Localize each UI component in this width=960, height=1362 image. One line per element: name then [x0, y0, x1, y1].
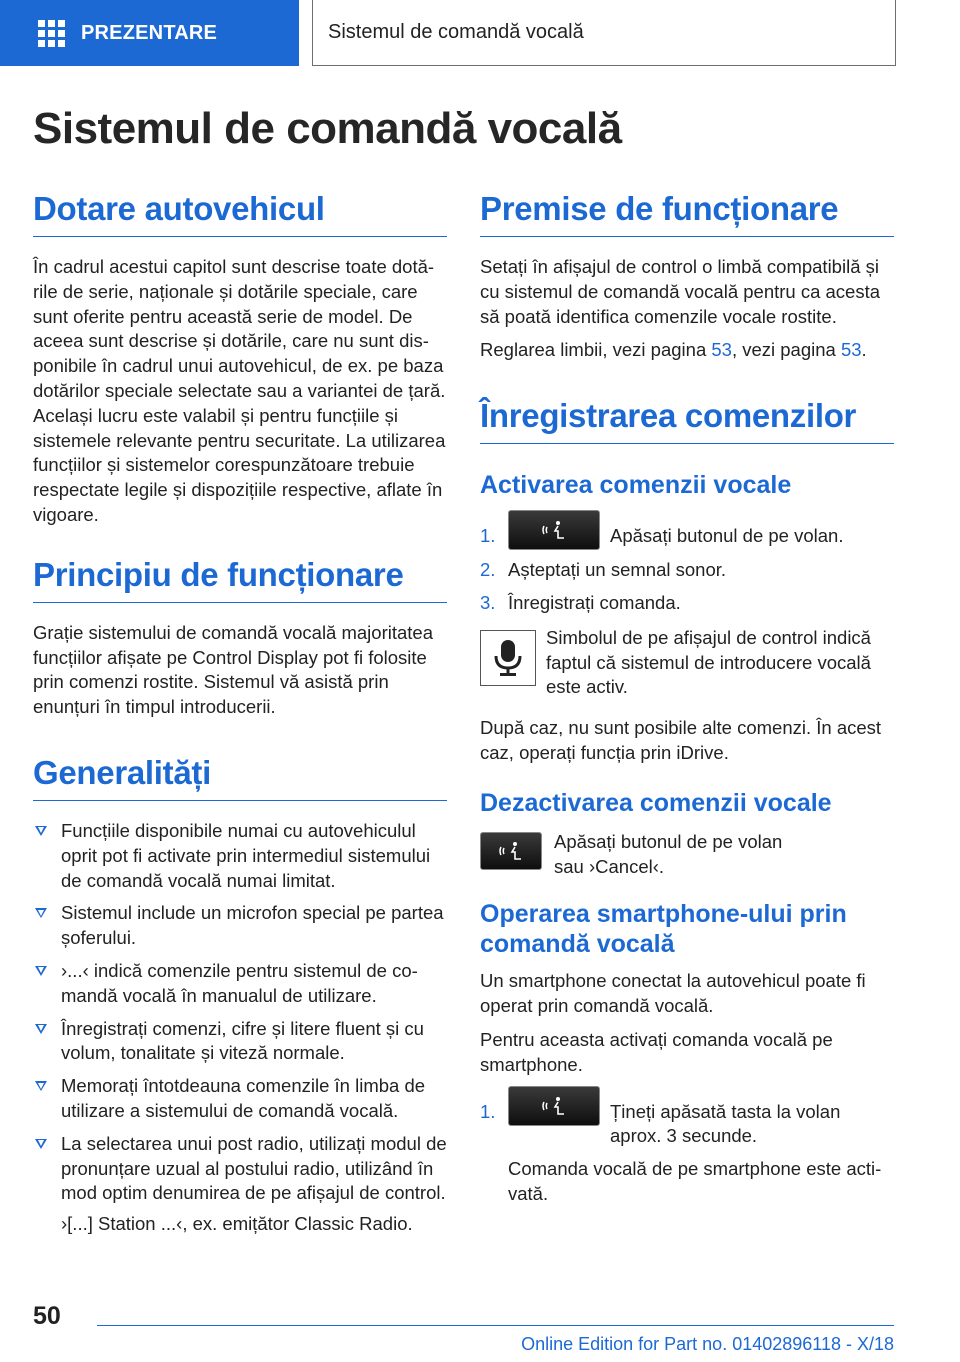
triangle-bullet-icon — [35, 826, 47, 836]
smartphone-steps — [480, 1100, 894, 1207]
list-item: Înregistrați comenzi, cifre și litere fluent și cu volum, tonalitate și viteză normale. — [33, 1017, 447, 1067]
heading-smartphone: Operarea smartphone-ului prin comandă vocală — [480, 900, 847, 959]
smartphone-text-1: Un smartphone conectat la autovehicul poate fi operat prin comandă vocală. — [480, 970, 866, 1017]
station-example: ›[...] Station ...‹, ex. emițător Classic Radio. — [61, 1213, 413, 1235]
smartphone-text-2: Pentru aceasta activați comanda vocală pe smartphone. — [480, 1028, 833, 1075]
step-item: 1. Apăsați butonul de pe volan. — [480, 524, 894, 550]
triangle-bullet-icon — [35, 966, 47, 976]
list-item: Funcțiile disponibile numai cu autovehiculul oprit pot fi activate prin intermediul sistemului de comandă vocală numai limitat. — [33, 819, 447, 893]
heading-dotare: Dotare autovehicul — [33, 190, 447, 237]
footer-divider — [97, 1325, 894, 1326]
heading-dezactivare: Dezactivarea comenzii vocale — [480, 788, 832, 817]
page-header — [0, 0, 960, 66]
dotare-text: În cadrul acestui capitol sunt descrise toate dotările de serie, naționale și dotările speciale, care sunt oferite pentru această serie de model. De aceea sunt descrise și dotările, care nu sunt disponibile în cadrul unui autovehicul, de ex. pe baza dotărilor speciale selectate sau a variantei de țară. Același lucru este valabil și pentru funcțiile și sistemele relevante pentru securitate. La utilizarea funcțiilor și sistemelor corespunzătoare trebuie respectate legile și dispozițiile respective, aflate în vigoare. — [33, 256, 446, 525]
voice-button-image — [508, 1086, 600, 1126]
premise-text: Setați în afișajul de control o limbă compatibilă și cu sistemul de comandă vocală pentru ca acesta să poată identifica comenzile vocale rostite. — [480, 256, 881, 327]
dezactivare-row — [480, 830, 894, 880]
heading-inregistrare: Înregistrarea comenzilor — [480, 397, 894, 444]
language-reference: Reglarea limbii, vezi pagina 53, vezi pagina 53. — [480, 339, 867, 361]
microphone-note: Simbolul de pe afișajul de control indică faptul că sistemul de introducere vocală este activ. — [480, 626, 894, 700]
section-tab[interactable] — [0, 0, 299, 66]
microphone-icon — [480, 630, 536, 686]
voice-command-icon — [541, 1095, 567, 1117]
page-number: 50 — [33, 1302, 61, 1330]
page-link-53-second[interactable]: 53 — [840, 339, 862, 361]
heading-principiu: Principiu de funcționare — [33, 556, 447, 603]
heading-premise: Premise de funcționare — [480, 190, 894, 237]
triangle-bullet-icon — [35, 908, 47, 918]
triangle-bullet-icon — [35, 1081, 47, 1091]
dezactivare-line1: Apăsați butonul de pe volan — [554, 830, 783, 852]
section-tab-label: PREZENTARE — [81, 21, 218, 44]
principiu-text: Grație sistemului de comandă vocală majoritatea funcțiilor afișate pe Control Display pot fi folosite prin comenzi rostite. Sistemul vă asistă prin enunțuri în timpul introducerii. — [33, 621, 433, 718]
page-link-53[interactable]: 53 — [711, 339, 732, 361]
heading-generalitati: Generalități — [33, 754, 447, 801]
activare-after-text: După caz, nu sunt posibile alte comenzi. În acest caz, operați funcția prin iDrive. — [480, 717, 882, 763]
generalitati-list — [33, 819, 447, 1237]
list-item: Sistemul include un microfon special pe partea șoferului. — [33, 901, 447, 951]
voice-command-icon — [498, 840, 524, 862]
breadcrumb-label: Sistemul de comandă vocală — [328, 21, 584, 43]
breadcrumb[interactable] — [312, 0, 896, 66]
list-item: La selectarea unui post radio, utilizați modul de pronunțare uzual al postului radio, utilizând în mod optim denumirea de pe afișajul de control. ›[...] Station ...‹, ex. emițător Classic Radio. — [33, 1132, 447, 1237]
footer-edition: Online Edition for Part no. 01402896118 - X/18 — [521, 1334, 894, 1354]
step-item: 3. Înregistrați comanda. — [480, 591, 681, 613]
heading-activare: Activarea comenzii vocale — [480, 471, 792, 500]
step-item: 1. Țineți apăsată tasta la volan aprox. 3 secunde. Comanda vocală de pe smartphone este activată. — [480, 1100, 894, 1207]
grid-menu-icon — [38, 20, 65, 47]
triangle-bullet-icon — [35, 1139, 47, 1149]
voice-command-icon — [541, 519, 567, 541]
voice-button-image — [508, 510, 600, 550]
right-column — [480, 190, 894, 1215]
step-item: 2. Așteptați un semnal sonor. — [480, 559, 727, 581]
list-item: Memorați întotdeauna comenzile în limba de utilizare a sistemului de comandă vocală. — [33, 1074, 447, 1124]
activare-steps — [480, 524, 894, 616]
voice-button-image — [480, 832, 542, 870]
page-title: Sistemul de comandă vocală — [33, 104, 622, 153]
dezactivare-line2: sau ›Cancel‹. — [554, 855, 665, 877]
list-item: ›...‹ indică comenzile pentru sistemul de comandă vocală în manualul de utilizare. — [33, 959, 447, 1009]
triangle-bullet-icon — [35, 1024, 47, 1034]
left-column — [33, 190, 447, 1245]
smartphone-step-text: Țineți apăsată tasta la volan aprox. 3 secunde. — [610, 1100, 841, 1147]
smartphone-step-result: Comanda vocală de pe smartphone este activată. — [508, 1158, 882, 1204]
